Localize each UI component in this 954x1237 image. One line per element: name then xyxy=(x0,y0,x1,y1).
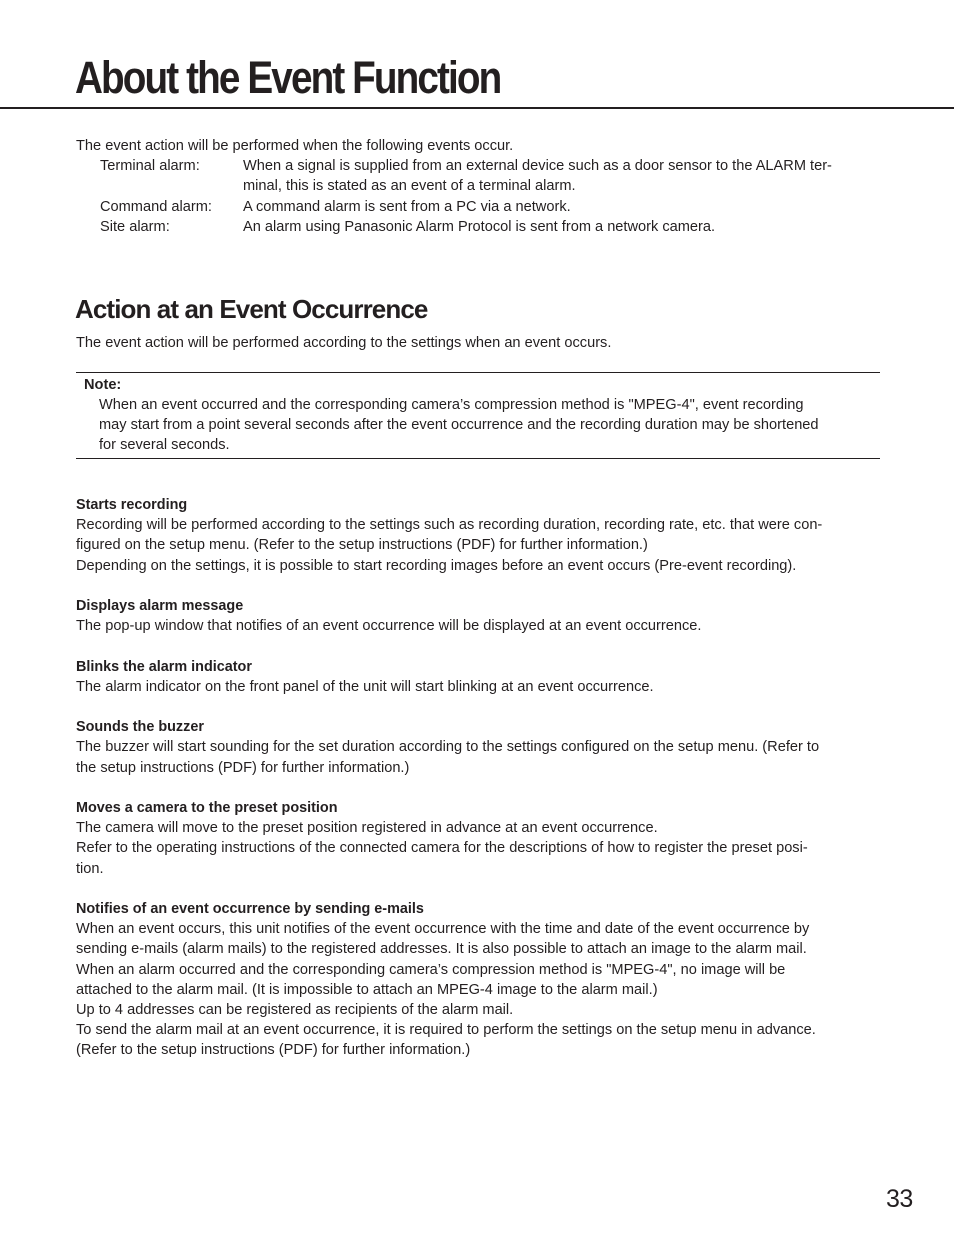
action-line: (Refer to the setup instructions (PDF) for further information.) xyxy=(76,1042,471,1059)
event-item-command-alarm xyxy=(100,197,886,217)
section-lead: The event action will be performed according to the settings when an event occurs. xyxy=(76,335,612,351)
event-term: Command alarm: xyxy=(100,198,212,215)
event-description-line: An alarm using Panasonic Alarm Protocol is sent from a network camera. xyxy=(243,218,716,235)
event-description-line: A command alarm is sent from a PC via a network. xyxy=(243,198,571,215)
event-term: Site alarm: xyxy=(100,218,170,235)
note-body xyxy=(99,395,874,456)
action-line: The alarm indicator on the front panel of the unit will start blinking at an event occurrence. xyxy=(76,678,654,695)
event-description-line: minal, this is stated as an event of a terminal alarm. xyxy=(243,178,576,195)
action-line: Recording will be performed according to the settings such as recording duration, recording rate, etc. that were con- xyxy=(76,517,823,534)
event-description-line: When a signal is supplied from an external device such as a door sensor to the ALARM ter- xyxy=(243,158,832,175)
action-line: tion. xyxy=(76,860,104,877)
action-blinks-alarm-indicator xyxy=(76,657,876,697)
intro-lead: The event action will be performed when the following events occur. xyxy=(76,138,514,154)
action-line: Up to 4 addresses can be registered as recipients of the alarm mail. xyxy=(76,1002,514,1018)
event-description xyxy=(243,156,875,196)
action-line: When an alarm occurred and the corresponding camera’s compression method is "MPEG-4", no image will be xyxy=(76,961,786,978)
event-description xyxy=(243,217,875,237)
page-number: 33 xyxy=(886,1185,913,1213)
action-title: Blinks the alarm indicator xyxy=(76,658,252,675)
intro-block xyxy=(76,136,886,237)
note-label: Note: xyxy=(84,377,122,393)
action-line: figured on the setup menu. (Refer to the setup instructions (PDF) for further information.) xyxy=(76,537,648,554)
action-line: the setup instructions (PDF) for further information.) xyxy=(76,759,410,776)
action-line: Depending on the settings, it is possible to start recording images before an event occurs (Pre-event recording). xyxy=(76,557,797,574)
note-line: may start from a point several seconds after the event occurrence and the recording duration may be shortened xyxy=(99,417,819,434)
action-line: The buzzer will start sounding for the set duration according to the settings configured on the setup menu. (Refer to xyxy=(76,739,820,756)
event-item-site-alarm xyxy=(100,217,886,237)
action-line: To send the alarm mail at an event occurrence, it is required to perform the settings on the setup menu in advance. xyxy=(76,1022,816,1039)
section-title: Action at an Event Occurrence xyxy=(75,294,428,324)
action-moves-camera-preset xyxy=(76,798,876,879)
action-list xyxy=(76,495,876,1081)
note-line: for several seconds. xyxy=(99,437,230,454)
action-line: attached to the alarm mail. (It is impossible to attach an MPEG-4 image to the alarm mail.) xyxy=(76,981,658,998)
note-line: When an event occurred and the corresponding camera’s compression method is "MPEG-4", event recording xyxy=(99,397,804,413)
action-sends-emails xyxy=(76,899,876,1061)
action-starts-recording xyxy=(76,495,876,576)
note-box xyxy=(76,372,880,459)
event-description xyxy=(243,197,875,217)
event-item-terminal-alarm xyxy=(100,156,886,196)
action-title: Notifies of an event occurrence by sending e-mails xyxy=(76,900,424,917)
action-displays-alarm-message xyxy=(76,596,876,636)
action-line: The pop-up window that notifies of an event occurrence will be displayed at an event occurrence. xyxy=(76,618,702,635)
event-list xyxy=(76,156,886,237)
action-line: sending e-mails (alarm mails) to the registered addresses. It is also possible to attach an image to the alarm mail. xyxy=(76,941,807,958)
title-rule xyxy=(0,107,954,109)
action-title: Sounds the buzzer xyxy=(76,719,204,736)
action-sounds-buzzer xyxy=(76,717,876,778)
action-line: Refer to the operating instructions of the connected camera for the descriptions of how to register the preset posi- xyxy=(76,840,808,857)
page-title: About the Event Function xyxy=(75,52,501,103)
event-term: Terminal alarm: xyxy=(100,158,200,175)
action-title: Moves a camera to the preset position xyxy=(76,799,338,816)
action-line: The camera will move to the preset position registered in advance at an event occurrence. xyxy=(76,820,658,837)
action-title: Starts recording xyxy=(76,497,188,513)
action-title: Displays alarm message xyxy=(76,598,244,614)
action-line: When an event occurs, this unit notifies of the event occurrence with the time and date of the event occurrence by xyxy=(76,921,810,938)
